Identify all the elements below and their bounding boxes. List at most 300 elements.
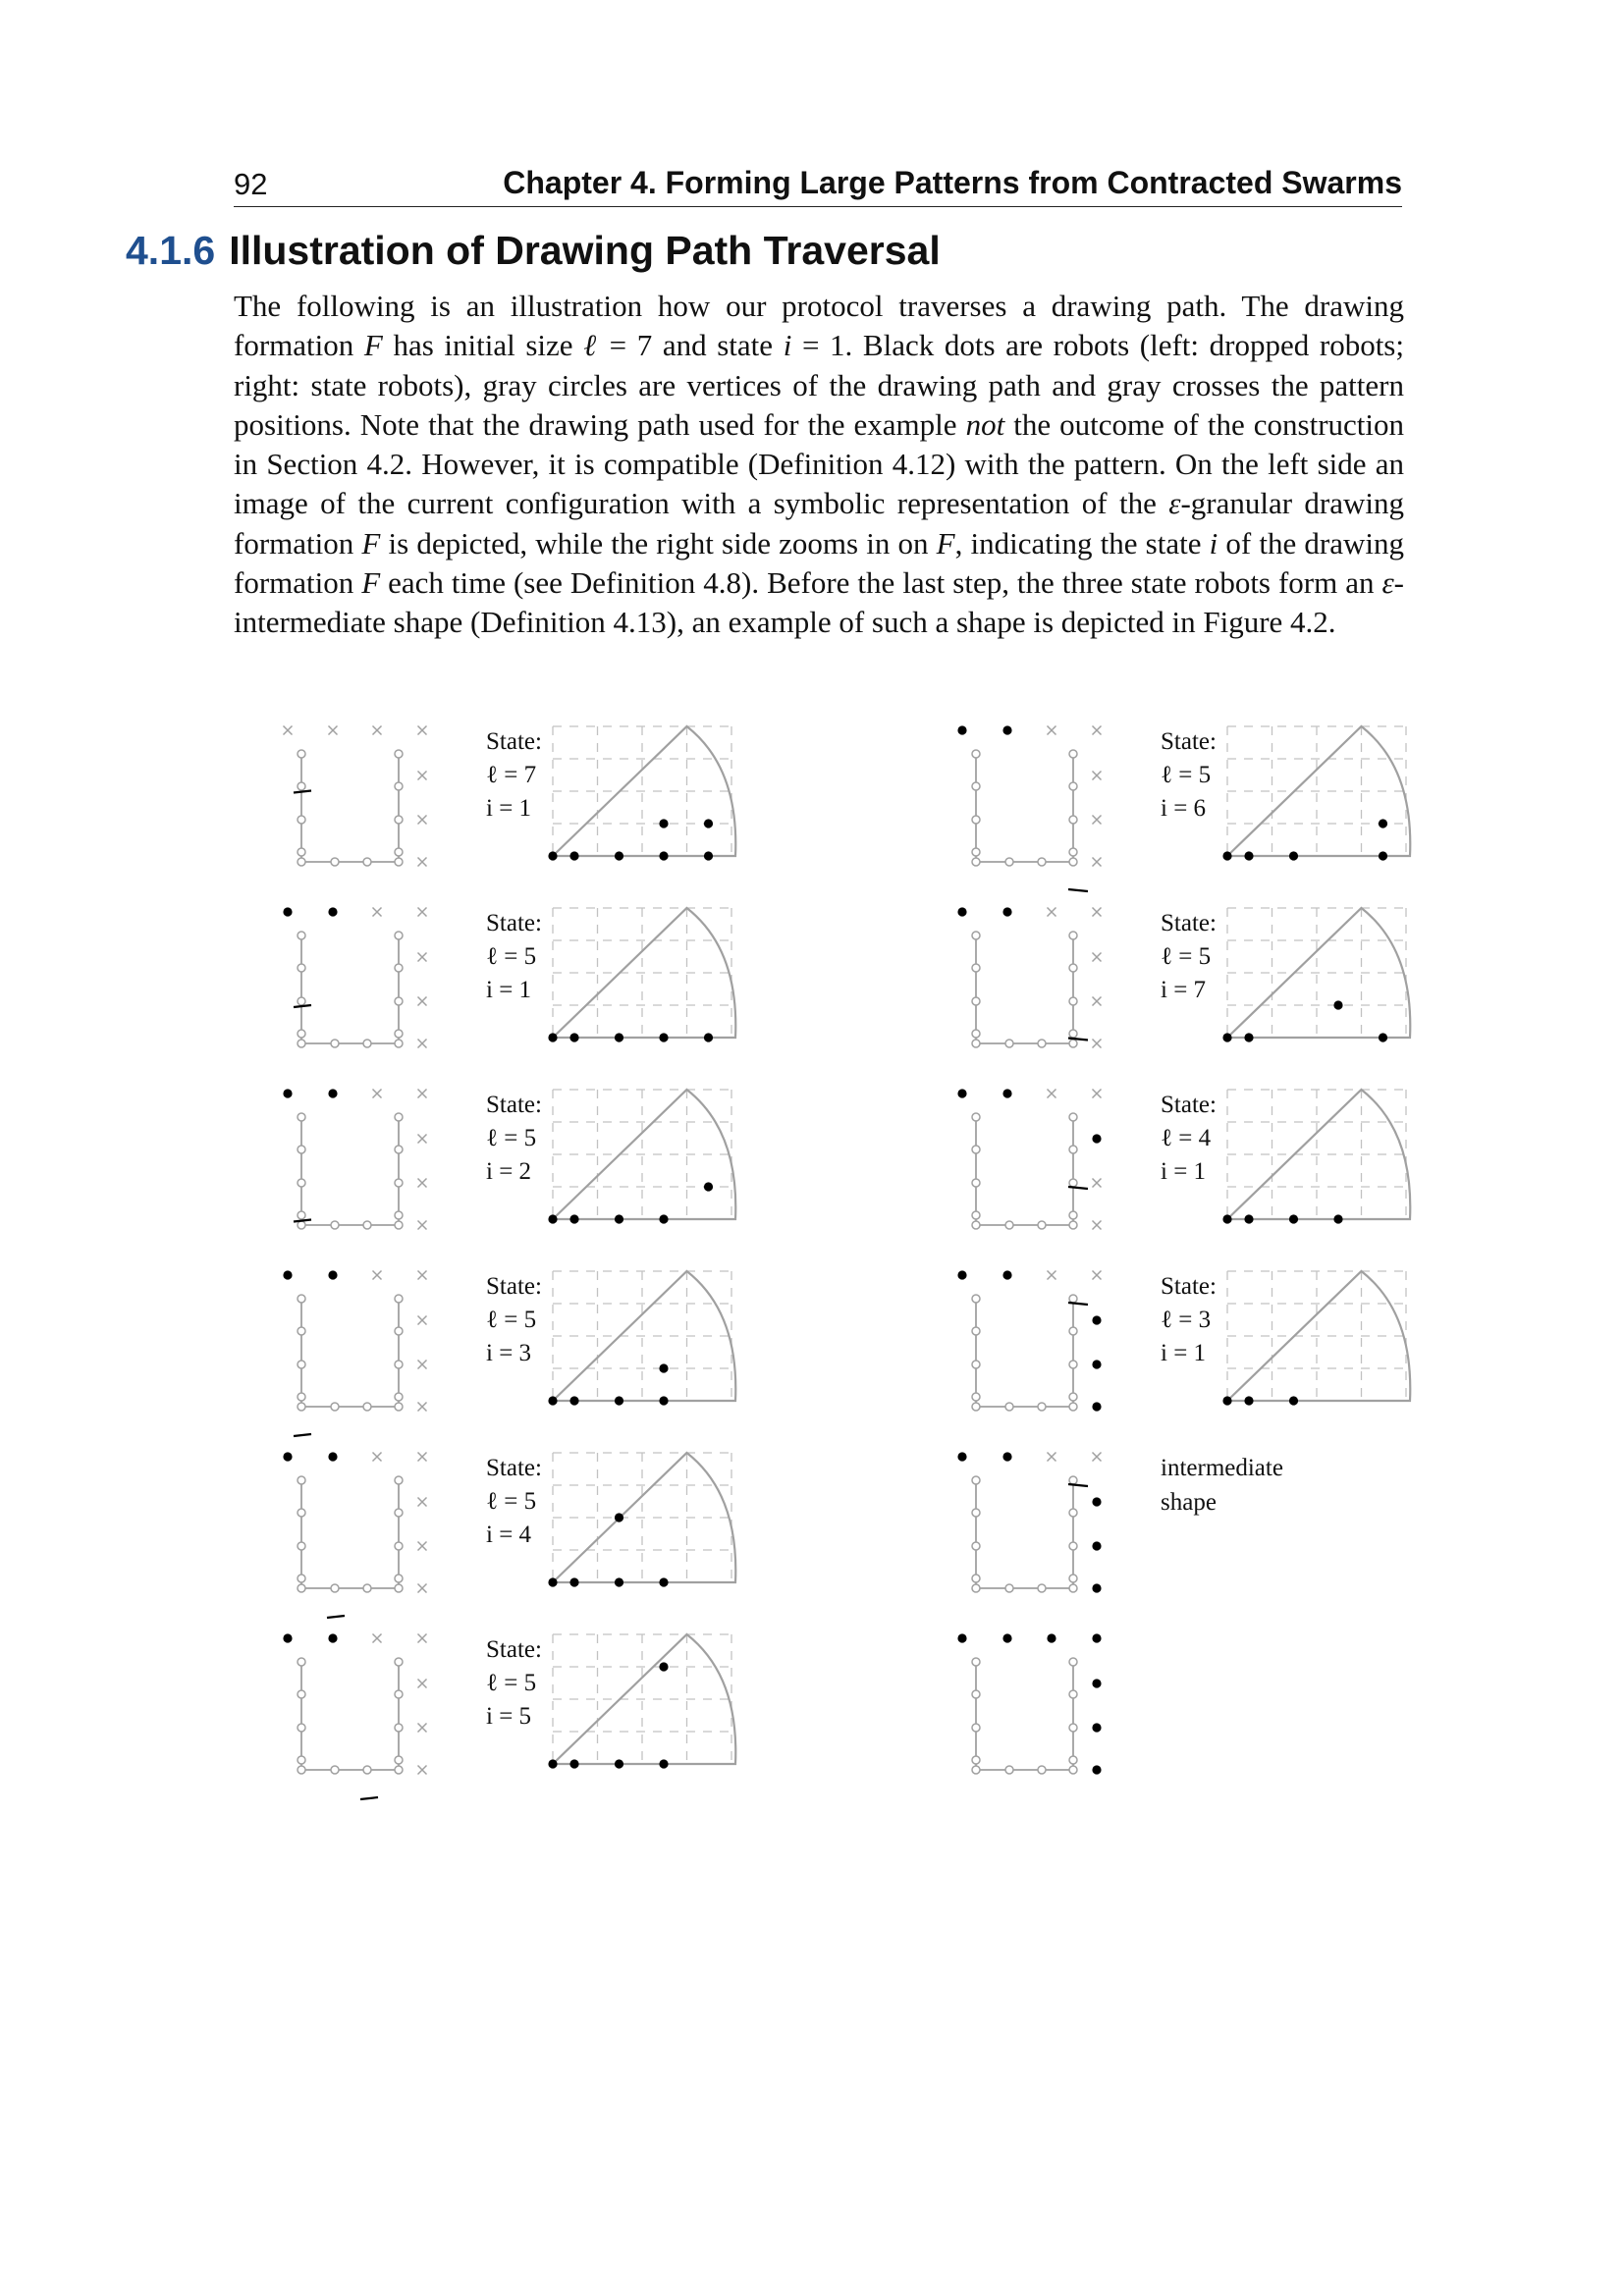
robot-dot [615, 1033, 623, 1041]
path-vertex [395, 1509, 403, 1517]
path-vertex [1069, 1690, 1077, 1698]
intermediate-shape-label: intermediate [1161, 1455, 1283, 1481]
robot-dot [1092, 1497, 1101, 1506]
path-vertex [298, 1221, 305, 1229]
path-vertex [395, 1221, 403, 1229]
path-vertex [1005, 1221, 1013, 1229]
formation-triangle-icon [1068, 1187, 1088, 1189]
path-vertex [1005, 1040, 1013, 1047]
pattern-position-cross [373, 726, 382, 735]
robot-dot [1222, 1033, 1231, 1041]
pattern-position-cross [1093, 1090, 1102, 1098]
path-vertex [1069, 1584, 1077, 1592]
robot-dot [1244, 851, 1253, 860]
path-vertex [298, 932, 305, 939]
robot-dot [1289, 1396, 1298, 1405]
robot-dot [659, 1577, 668, 1586]
path-vertex [298, 1575, 305, 1582]
pattern-position-cross [1093, 1179, 1102, 1188]
path-vertex [395, 1146, 403, 1153]
path-vertex [331, 1766, 339, 1774]
math-symbol: F [361, 565, 381, 601]
figure-panel [957, 1452, 1283, 1592]
state-index-label: i = 3 [486, 1340, 532, 1366]
robot-dot [1289, 851, 1298, 860]
robot-dot [548, 1759, 557, 1768]
path-vertex [395, 997, 403, 1005]
path-vertex [395, 1658, 403, 1666]
path-vertex [298, 1146, 305, 1153]
path-vertex [972, 750, 980, 758]
drawing-path [301, 1117, 399, 1225]
path-vertex [1069, 1221, 1077, 1229]
figure-panel [957, 1270, 1410, 1411]
path-vertex [298, 1756, 305, 1764]
formation-triangle-icon [294, 1220, 311, 1222]
path-vertex [395, 782, 403, 790]
robot-dot [328, 1089, 337, 1097]
figure-panel [957, 1633, 1101, 1774]
pattern-position-cross [1093, 726, 1102, 735]
robot-dot [1222, 851, 1231, 860]
path-vertex [972, 932, 980, 939]
pattern-position-cross [418, 1453, 427, 1462]
path-vertex [1005, 1766, 1013, 1774]
pattern-position-cross [1093, 1040, 1102, 1048]
pattern-position-cross [284, 726, 293, 735]
path-vertex [1069, 750, 1077, 758]
robot-dot [569, 1396, 578, 1405]
path-vertex [972, 1211, 980, 1219]
path-vertex [298, 1724, 305, 1732]
pattern-position-cross [1048, 1090, 1056, 1098]
path-vertex [395, 1179, 403, 1187]
path-vertex [1069, 858, 1077, 866]
robot-dot [957, 1452, 966, 1461]
pattern-position-cross [1093, 1453, 1102, 1462]
robot-dot [615, 1396, 623, 1405]
robot-dot [704, 851, 713, 860]
robot-dot [704, 819, 713, 828]
path-vertex [1069, 1542, 1077, 1550]
robot-dot [1002, 1633, 1011, 1642]
formation-triangle-icon [327, 1616, 345, 1618]
path-vertex [298, 1393, 305, 1401]
section-title: Illustration of Drawing Path Traversal [229, 228, 941, 273]
path-vertex [298, 1295, 305, 1303]
formation-triangle-icon [294, 1005, 311, 1007]
robot-dot [569, 1033, 578, 1041]
math-symbol: i [1209, 525, 1218, 561]
robot-dot [283, 1270, 292, 1279]
math-symbol: ℓ [583, 328, 599, 363]
robot-dot [1092, 1765, 1101, 1774]
robot-dot [1092, 1134, 1101, 1143]
path-vertex [1005, 1403, 1013, 1411]
robot-dot [1092, 1679, 1101, 1687]
path-vertex [972, 1361, 980, 1368]
path-vertex [972, 1658, 980, 1666]
path-vertex [972, 1113, 980, 1121]
figure-panel [283, 1270, 735, 1436]
robot-dot [615, 1759, 623, 1768]
path-vertex [298, 997, 305, 1005]
pattern-position-cross [373, 1634, 382, 1643]
pattern-position-cross [418, 1040, 427, 1048]
robot-dot [659, 1396, 668, 1405]
path-vertex [298, 1509, 305, 1517]
state-label: State: [486, 1636, 542, 1663]
chapter-title: Chapter 4. Forming Large Patterns from Contracted Swarms [503, 165, 1402, 200]
formation-triangle-icon [1068, 1303, 1088, 1305]
robot-dot [615, 1513, 623, 1522]
drawing-path [301, 1480, 399, 1588]
robot-dot [1092, 1360, 1101, 1368]
pattern-position-cross [418, 726, 427, 735]
path-vertex [972, 1221, 980, 1229]
path-vertex [395, 1476, 403, 1484]
path-vertex [972, 1509, 980, 1517]
robot-dot [1244, 1033, 1253, 1041]
robot-dot [283, 1633, 292, 1642]
path-vertex [298, 1658, 305, 1666]
path-vertex [395, 1403, 403, 1411]
robot-dot [548, 1033, 557, 1041]
state-label: State: [1161, 910, 1217, 936]
path-vertex [331, 1403, 339, 1411]
formation-triangle-icon [360, 1797, 378, 1799]
size-label: ℓ = 5 [486, 1488, 537, 1515]
robot-dot [704, 1182, 713, 1191]
path-vertex [395, 858, 403, 866]
path-vertex [1069, 848, 1077, 856]
pattern-position-cross [418, 1135, 427, 1144]
robot-dot [659, 1662, 668, 1671]
path-vertex [1069, 782, 1077, 790]
path-vertex [395, 1575, 403, 1582]
state-label: State: [1161, 1273, 1217, 1300]
path-vertex [1005, 1584, 1013, 1592]
size-label: ℓ = 5 [486, 1125, 537, 1151]
size-label: ℓ = 3 [1161, 1307, 1212, 1333]
path-vertex [395, 1211, 403, 1219]
pattern-position-cross [418, 1680, 427, 1688]
path-vertex [1069, 1327, 1077, 1335]
path-vertex [298, 750, 305, 758]
path-vertex [972, 1327, 980, 1335]
path-vertex [972, 1393, 980, 1401]
path-vertex [1069, 1030, 1077, 1038]
path-vertex [298, 858, 305, 866]
robot-dot [548, 1396, 557, 1405]
size-label: ℓ = 5 [486, 943, 537, 970]
pattern-position-cross [329, 726, 338, 735]
path-vertex [395, 1724, 403, 1732]
robot-dot [1092, 1723, 1101, 1732]
robot-dot [704, 1033, 713, 1041]
pattern-position-cross [418, 1221, 427, 1230]
intermediate-shape-label: shape [1161, 1489, 1217, 1516]
path-vertex [395, 1542, 403, 1550]
math-symbol: ε [1381, 565, 1394, 601]
state-index-label: i = 4 [486, 1522, 532, 1548]
path-vertex [972, 1179, 980, 1187]
pattern-position-cross [418, 997, 427, 1006]
math-symbol: not [965, 406, 1005, 442]
paragraph-run: has initial size [382, 328, 584, 363]
robot-dot [1222, 1396, 1231, 1405]
robot-dot [328, 1452, 337, 1461]
path-vertex [363, 1221, 371, 1229]
robot-dot [659, 1759, 668, 1768]
paragraph-run: of the drawing formation [234, 525, 1405, 601]
path-vertex [298, 1211, 305, 1219]
path-vertex [1069, 964, 1077, 972]
path-vertex [331, 1040, 339, 1047]
path-vertex [1069, 1179, 1077, 1187]
paragraph-run: -granular drawing formation [234, 486, 1404, 561]
paragraph-run: = 7 and state [598, 328, 784, 363]
math-symbol: F [936, 525, 955, 561]
pattern-position-cross [418, 816, 427, 825]
path-vertex [298, 1361, 305, 1368]
path-vertex [298, 816, 305, 824]
path-vertex [363, 1766, 371, 1774]
path-vertex [1069, 1766, 1077, 1774]
figure-panel [957, 907, 1410, 1047]
drawing-path [301, 1662, 399, 1770]
path-vertex [1038, 1766, 1046, 1774]
pattern-position-cross [418, 1316, 427, 1325]
path-vertex [395, 848, 403, 856]
path-vertex [1038, 858, 1046, 866]
pattern-position-cross [418, 772, 427, 780]
robot-dot [957, 1633, 966, 1642]
paragraph-run: , indicating the state [954, 525, 1210, 561]
path-vertex [972, 1766, 980, 1774]
robot-dot [1002, 725, 1011, 734]
figure-panel [283, 1633, 735, 1799]
robot-dot [569, 1577, 578, 1586]
path-vertex [298, 1030, 305, 1038]
pattern-position-cross [1093, 1221, 1102, 1230]
path-vertex [298, 1766, 305, 1774]
drawing-path [976, 1117, 1073, 1225]
robot-dot [328, 1633, 337, 1642]
state-index-label: i = 6 [1161, 795, 1207, 822]
path-vertex [1069, 1146, 1077, 1153]
pattern-position-cross [418, 1179, 427, 1188]
robot-dot [1289, 1214, 1298, 1223]
robot-dot [615, 1214, 623, 1223]
formation-triangle-icon [294, 791, 311, 793]
math-symbol: F [363, 328, 383, 363]
state-label: State: [1161, 1092, 1217, 1118]
robot-dot [1379, 851, 1387, 860]
path-vertex [298, 1113, 305, 1121]
figure-panel [957, 1089, 1410, 1229]
pattern-position-cross [418, 908, 427, 917]
path-vertex [395, 1327, 403, 1335]
path-vertex [363, 1040, 371, 1047]
path-vertex [1069, 1756, 1077, 1764]
pattern-position-cross [1093, 953, 1102, 962]
path-vertex [1069, 1403, 1077, 1411]
path-vertex [972, 1030, 980, 1038]
robot-dot [1092, 1633, 1101, 1642]
paragraph-run: -intermediate shape (Definition 4.13), an example of such a shape is depicted in Figure 4.2. [234, 565, 1404, 640]
figure-panel [957, 725, 1410, 891]
robot-dot [1379, 1033, 1387, 1041]
section-number: 4.1.6 [126, 228, 216, 273]
robot-dot [328, 1270, 337, 1279]
path-vertex [298, 1690, 305, 1698]
robot-dot [1222, 1214, 1231, 1223]
path-vertex [298, 782, 305, 790]
state-label: State: [486, 728, 542, 755]
path-vertex [298, 1179, 305, 1187]
path-vertex [395, 964, 403, 972]
path-vertex [972, 1584, 980, 1592]
pattern-position-cross [418, 1090, 427, 1098]
path-vertex [972, 1476, 980, 1484]
pattern-position-cross [418, 1271, 427, 1280]
path-vertex [972, 1724, 980, 1732]
robot-dot [569, 1214, 578, 1223]
state-index-label: i = 1 [1161, 1158, 1207, 1185]
path-vertex [395, 1690, 403, 1698]
path-vertex [1038, 1403, 1046, 1411]
pattern-position-cross [418, 953, 427, 962]
size-label: ℓ = 5 [486, 1670, 537, 1696]
state-label: State: [486, 1273, 542, 1300]
pattern-position-cross [1048, 1453, 1056, 1462]
size-label: ℓ = 4 [1161, 1125, 1212, 1151]
pattern-position-cross [373, 1090, 382, 1098]
drawing-path [976, 754, 1073, 862]
path-vertex [298, 848, 305, 856]
math-symbol: i [783, 328, 792, 363]
state-index-label: i = 1 [486, 795, 532, 822]
robot-dot [957, 725, 966, 734]
path-vertex [395, 1756, 403, 1764]
state-label: State: [1161, 728, 1217, 755]
robot-dot [1047, 1633, 1056, 1642]
path-vertex [1069, 1476, 1077, 1484]
paragraph-run: each time (see Definition 4.8). Before the last step, the three state robots form an [380, 565, 1382, 601]
drawing-path [301, 754, 399, 862]
robot-dot [615, 851, 623, 860]
path-vertex [298, 1327, 305, 1335]
robot-dot [659, 1033, 668, 1041]
size-label: ℓ = 5 [486, 1307, 537, 1333]
pattern-position-cross [373, 908, 382, 917]
path-vertex [395, 1766, 403, 1774]
robot-dot [328, 907, 337, 916]
figure-panel [283, 1089, 735, 1229]
paragraph-run: the outcome of the construction in Section 4.2. However, it is compatible (Definition 4.12) with the pattern. On the left side an image of the current configuration with a symbolic representation of the [234, 406, 1404, 521]
robot-dot [1333, 1214, 1342, 1223]
path-vertex [972, 1146, 980, 1153]
path-vertex [298, 1040, 305, 1047]
path-vertex [395, 1393, 403, 1401]
path-vertex [1069, 1361, 1077, 1368]
robot-dot [1002, 1089, 1011, 1097]
state-index-label: i = 7 [1161, 977, 1207, 1003]
robot-dot [1092, 1541, 1101, 1550]
robot-dot [1002, 1270, 1011, 1279]
paragraph-run: The following is an illustration how our protocol traverses a drawing path. The drawing formation [234, 289, 1404, 363]
path-vertex [1069, 1211, 1077, 1219]
pattern-position-cross [1048, 908, 1056, 917]
path-vertex [1069, 932, 1077, 939]
robot-dot [659, 1214, 668, 1223]
path-vertex [331, 858, 339, 866]
robot-dot [283, 1089, 292, 1097]
pattern-position-cross [418, 1634, 427, 1643]
path-vertex [298, 964, 305, 972]
path-vertex [395, 1030, 403, 1038]
formation-triangle-icon [294, 1434, 311, 1436]
path-vertex [1069, 1295, 1077, 1303]
robot-dot [283, 1452, 292, 1461]
pattern-position-cross [418, 1766, 427, 1775]
robot-dot [957, 907, 966, 916]
pattern-position-cross [418, 1498, 427, 1507]
robot-dot [659, 1363, 668, 1372]
robot-dot [548, 1214, 557, 1223]
path-vertex [972, 782, 980, 790]
pattern-position-cross [373, 1271, 382, 1280]
path-vertex [972, 1542, 980, 1550]
path-vertex [395, 750, 403, 758]
robot-dot [957, 1270, 966, 1279]
path-vertex [972, 848, 980, 856]
drawing-path [301, 935, 399, 1043]
math-symbol: F [361, 525, 381, 561]
pattern-position-cross [1093, 858, 1102, 867]
robot-dot [1333, 1000, 1342, 1009]
formation-triangle-icon [1068, 889, 1088, 891]
size-label: ℓ = 5 [1161, 762, 1212, 788]
robot-dot [548, 851, 557, 860]
path-vertex [298, 1403, 305, 1411]
robot-dot [1092, 1315, 1101, 1324]
robot-dot [548, 1577, 557, 1586]
drawing-path [976, 935, 1073, 1043]
path-vertex [298, 1584, 305, 1592]
pattern-position-cross [418, 1542, 427, 1551]
path-vertex [1069, 1509, 1077, 1517]
paragraph-run: is depicted, while the right side zooms in on [380, 525, 937, 561]
drawing-path [976, 1299, 1073, 1407]
robot-dot [283, 907, 292, 916]
pattern-position-cross [373, 1453, 382, 1462]
path-vertex [972, 1756, 980, 1764]
robot-dot [957, 1089, 966, 1097]
path-vertex [1069, 816, 1077, 824]
robot-dot [1002, 907, 1011, 916]
path-vertex [363, 858, 371, 866]
path-vertex [972, 816, 980, 824]
path-vertex [395, 932, 403, 939]
path-vertex [1069, 1393, 1077, 1401]
path-vertex [972, 1575, 980, 1582]
state-index-label: i = 5 [486, 1703, 532, 1730]
robot-dot [659, 819, 668, 828]
page-number: 92 [234, 167, 268, 201]
path-vertex [1069, 1040, 1077, 1047]
